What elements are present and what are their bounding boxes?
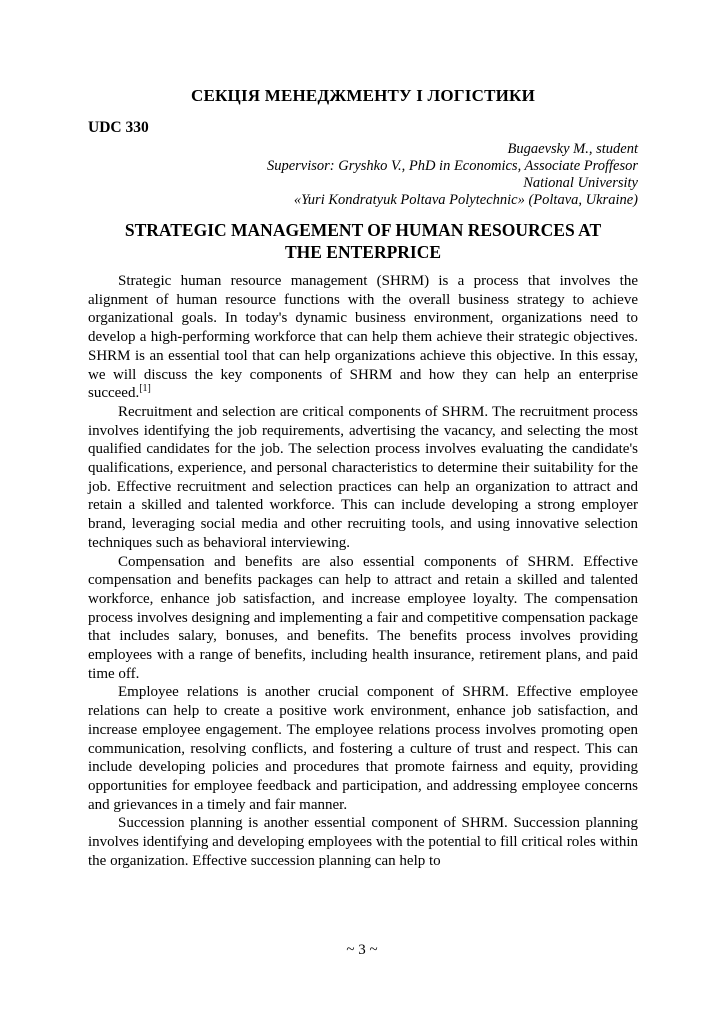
paragraph-5-text: Succession planning is another essential component of SHRM. Succession planning involves identifying and developing employees with the potential to fill critical roles within the organization. Effective succession planning can help to — [88, 815, 638, 869]
supervisor-line: Supervisor: Gryshko V., PhD in Economics, Associate Proffesor — [266, 158, 638, 174]
paragraph-1 — [88, 272, 638, 403]
paragraph-4-text: Employee relations is another crucial component of SHRM. Effective employee relations can help to create a positive work environment, enhance job satisfaction, and increase employee engagement. The employee relations process involves promoting open communication, resolving conflicts, and fostering a culture of trust and respect. This can include developing policies and procedures that promote fairness and equity, providing opportunities for employee feedback and participation, and addressing employee concerns and grievances in a timely and fair manner. — [88, 684, 638, 813]
paragraph-4 — [88, 683, 638, 814]
author-name: Bugaevsky M., student — [507, 141, 638, 157]
paragraph-3 — [88, 553, 638, 684]
page-content — [88, 86, 638, 871]
paragraph-3-text: Compensation and benefits are also essential components of SHRM. Effective compensation and benefits packages can help to attract and retain a skilled and talented workforce, enhance job satisfaction, and increase employee loyalty. The compensation process involves designing and implementing a fair and competitive compensation package that includes salary, bonuses, and benefits. The benefits process involves providing employees with a range of benefits, including health insurance, retirement plans, and paid time off. — [88, 553, 638, 682]
section-header: СЕКЦІЯ МЕНЕДЖМЕНТУ І ЛОГІСТИКИ — [190, 86, 535, 105]
article-title-line-1: STRATEGIC MANAGEMENT OF HUMAN RESOURCES AT — [124, 220, 602, 240]
paragraph-2-text: Recruitment and selection are critical components of SHRM. The recruitment process involves identifying the job requirements, advertising the vacancy, and selecting the most qualified candidates for the job. The selection process involves evaluating the candidate's qualifications, experience, and personal characteristics to determine their suitability for the job. Effective recruitment and selection practices can help an organization to attract and retain a skilled and talented workforce. This can include developing a strong employer brand, leveraging social media and other recruiting tools, and using innovative selection techniques such as behavioral interviewing. — [88, 403, 638, 551]
paragraph-2 — [88, 403, 638, 553]
page-number: ~ 3 ~ — [346, 942, 378, 958]
article-title-line-2: THE ENTERPRICE — [284, 241, 442, 262]
affiliation-line-2: «Yuri Kondratyuk Poltava Polytechnic» (Poltava, Ukraine) — [293, 192, 638, 208]
footnote-marker: [1] — [139, 383, 151, 395]
affiliation-line-1: National University — [523, 175, 638, 191]
udc-code: UDC 330 — [88, 119, 149, 136]
article-title — [88, 220, 638, 263]
paragraph-1-text: Strategic human resource management (SHRM) is a process that involves the alignment of human resource functions with the overall business strategy to achieve organizational goals. In today's dynamic business environment, organizations need to develop a high-performing workforce that can help them achieve their strategic objectives. SHRM is an essential tool that can help organizations achieve this objective. In this essay, we will discuss the key components of SHRM and how they can help an enterprise succeed. — [88, 273, 638, 402]
paragraph-5 — [88, 814, 638, 870]
author-block — [88, 141, 638, 209]
article-body — [88, 272, 638, 871]
